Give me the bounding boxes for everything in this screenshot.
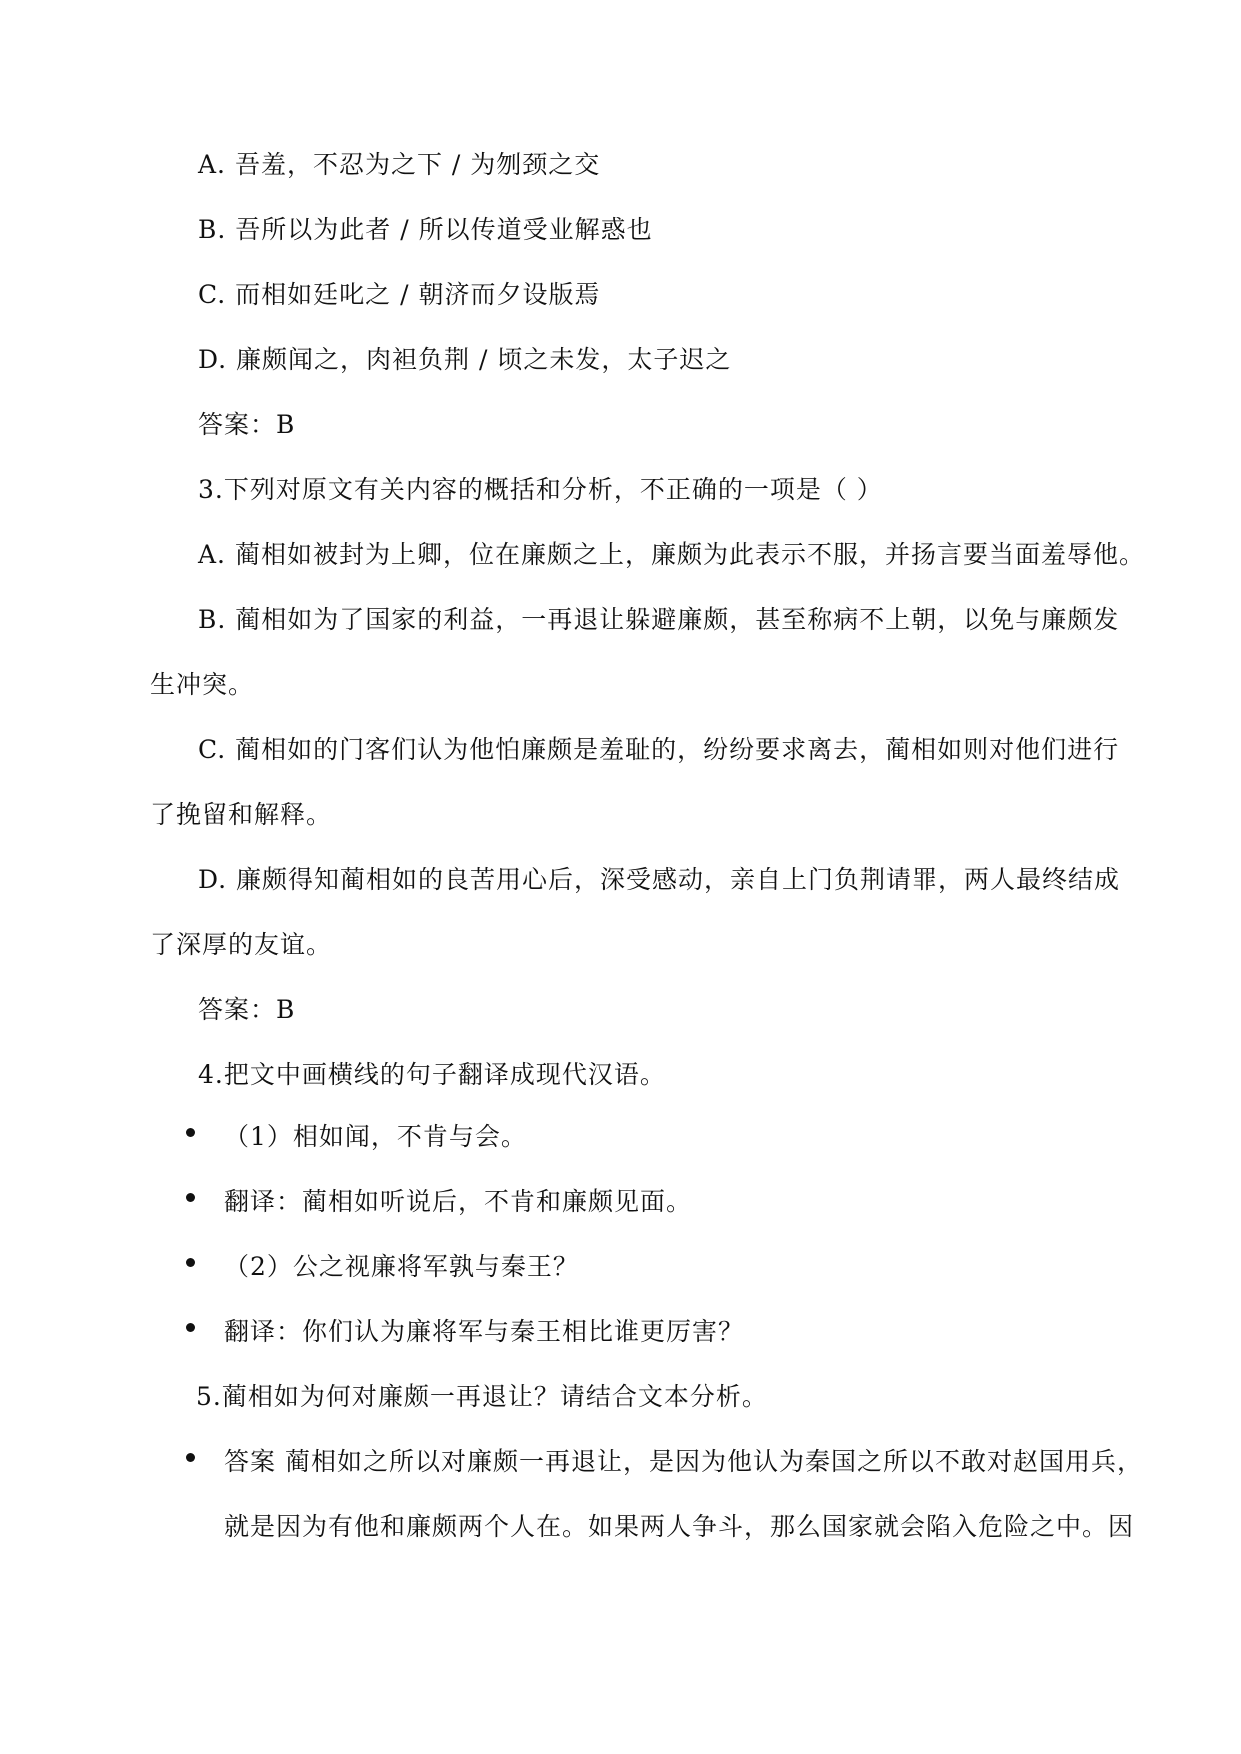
q3-stem: 3.下列对原文有关内容的概括和分析，不正确的一项是（ ） xyxy=(198,475,883,504)
q4-item: 翻译：蔺相如听说后，不肯和廉颇见面。 xyxy=(224,1187,693,1216)
q3-option-b-line1: B. 蔺相如为了国家的利益，一再退让躲避廉颇，甚至称病不上朝，以免与廉颇发 xyxy=(198,605,1120,634)
q2-option-d: D. 廉颇闻之，肉袒负荆 / 顷之未发，太子迟之 xyxy=(198,345,732,374)
q4-item: （1）相如闻，不肯与会。 xyxy=(224,1122,527,1151)
q2-option-a: A. 吾羞，不忍为之下 / 为刎颈之交 xyxy=(198,150,601,179)
q5-answer-line1: 答案 蔺相如之所以对廉颇一再退让，是因为他认为秦国之所以不敢对赵国用兵， xyxy=(224,1447,1143,1476)
q4-item: 翻译：你们认为廉将军与秦王相比谁更厉害？ xyxy=(224,1317,745,1346)
bullet-dot xyxy=(186,1193,195,1202)
q2-answer: 答案：B xyxy=(198,410,296,439)
q4-item: （2）公之视廉将军孰与秦王？ xyxy=(224,1252,579,1281)
q3-option-c-line2: 了挽留和解释。 xyxy=(150,800,333,829)
q3-option-b-line2: 生冲突。 xyxy=(150,670,255,699)
bullet-dot xyxy=(186,1258,195,1267)
q2-option-c: C. 而相如廷叱之 / 朝济而夕设版焉 xyxy=(198,280,601,309)
q5-answer-line2: 就是因为有他和廉颇两个人在。如果两人争斗，那么国家就会陷入危险之中。因 xyxy=(224,1512,1135,1541)
q3-option-c-line1: C. 蔺相如的门客们认为他怕廉颇是羞耻的，纷纷要求离去，蔺相如则对他们进行 xyxy=(198,735,1120,764)
q2-option-b: B. 吾所以为此者 / 所以传道受业解惑也 xyxy=(198,215,653,244)
q3-option-a: A. 蔺相如被封为上卿，位在廉颇之上，廉颇为此表示不服，并扬言要当面羞辱他。 xyxy=(198,540,1145,569)
q5-stem: 5.蔺相如为何对廉颇一再退让？请结合文本分析。 xyxy=(196,1382,768,1411)
bullet-dot xyxy=(186,1323,195,1332)
q3-option-d-line1: D. 廉颇得知蔺相如的良苦用心后，深受感动，亲自上门负荆请罪，两人最终结成 xyxy=(198,865,1121,894)
bullet-dot xyxy=(186,1128,195,1137)
bullet-dot xyxy=(186,1453,195,1462)
q3-option-d-line2: 了深厚的友谊。 xyxy=(150,930,333,959)
q3-answer: 答案：B xyxy=(198,995,296,1024)
q4-stem: 4.把文中画横线的句子翻译成现代汉语。 xyxy=(198,1060,666,1089)
